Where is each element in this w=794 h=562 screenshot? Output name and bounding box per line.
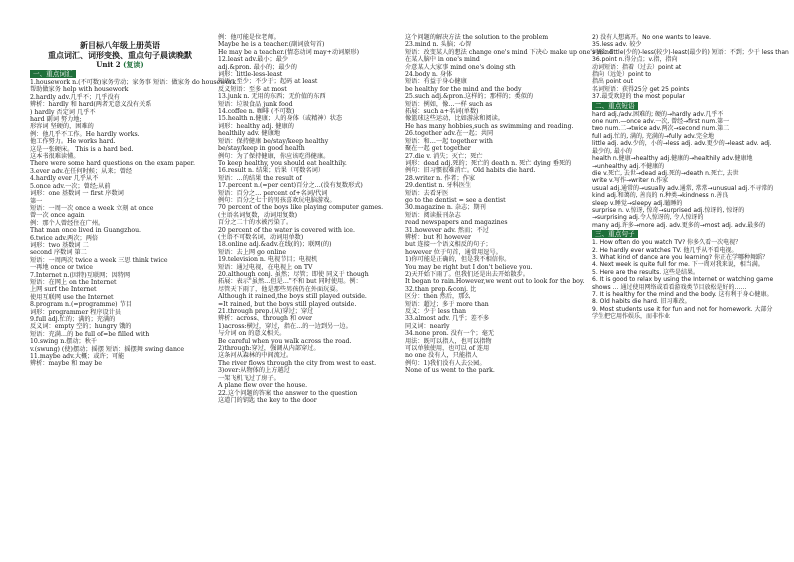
- section-heading-sentences: 三、重点句子: [592, 230, 638, 238]
- text-line: surprise n. v.惊讶, 惊奇→surprised adj.惊讶的, 惊讶的→surprising adj.令人惊讶的, 令人惊讶的: [592, 206, 745, 222]
- column-2: [218, 34, 398, 556]
- unit-line: [30, 60, 210, 69]
- text-line: He has many hobbies,such as swimming and reading.: [405, 122, 574, 130]
- text-line: second 序数词 第二: [30, 249, 87, 257]
- text-line: write v.写作→writer n.作家: [592, 177, 669, 185]
- text-line: 31.however adv. 然而；不过: [405, 226, 489, 234]
- text-line: 21.through prep.(从)穿过；穿过: [218, 308, 314, 316]
- text-line: You may be right but I don't believe you.: [405, 263, 533, 271]
- text-line: 用法：既可以指人，也可以指物: [405, 337, 492, 345]
- text-line: sleep v.睡觉→sleepy adj.瞌睡的: [592, 199, 683, 207]
- text-line: 形容词 坚硬的，困难的: [30, 123, 94, 131]
- section-heading-phrases: 二、重点短语: [592, 102, 638, 110]
- text-line: Although it rained,the boys still played outside.: [218, 293, 367, 301]
- text-line: 可以单独使用，也可以 of 连用: [405, 345, 490, 353]
- text-line: 上网 surf the Internet: [30, 286, 97, 294]
- text-line: 15.health n.健康；人的身体（或精神）状态: [218, 115, 343, 123]
- text-line: 词形：little(少的)-less(较少)-least(最少的) 短语：不到；少于 less than: [592, 48, 789, 56]
- text-line: 6.twice adv.两次；两倍: [30, 234, 99, 242]
- text-line: 指出 point out: [592, 78, 633, 86]
- text-line: 36.point n.得分点；v.指，指向: [592, 56, 678, 64]
- text-line: 3)over:从物体的上方越过: [218, 367, 290, 375]
- text-line: 短语：…的结果 the result of: [218, 174, 302, 182]
- text-line: 28.writer n. 作者；作家: [405, 174, 476, 182]
- text-line: go to the dentist = see a dentist: [405, 196, 506, 204]
- text-line: 3.ever adv.在任何时候；从来；曾经: [30, 167, 133, 175]
- text-line: 9. Most students use it for fun and not for homework. 大部分学生把它用作娱乐，而非作业: [592, 305, 773, 321]
- text-line: v.(swung) (使)摆动；摇摆 短语：摇摆舞 swing dance: [30, 345, 185, 353]
- text-line: 1. How often do you watch TV? 你多久看一次电视？: [592, 239, 742, 247]
- text-line: 13.junk n. 无用的东西；无价值的东西: [218, 93, 326, 101]
- text-line: hard 副词 努力地;: [30, 116, 82, 124]
- text-line: 例句：1)我们没有人去公园。: [405, 359, 486, 367]
- text-line: 拓展：such a+名词(单数): [405, 108, 479, 116]
- text-line: Be careful when you walk across the road.: [218, 337, 352, 345]
- text-line: 27.die v. 消失；灭亡；死亡: [405, 152, 483, 160]
- text-line: full adj.忙的, 满的, 充满的→fully adv.完全地: [592, 132, 715, 140]
- text-line: 4. Next week is quite full for me. 下一周对我来说，相当满。: [592, 261, 764, 269]
- text-line: 这本书很难读懂。: [30, 153, 80, 161]
- text-line: 短语：保持健康 be/stay/keep healthy: [218, 137, 329, 145]
- text-line: 使用互联网 use the Internet: [30, 293, 114, 301]
- text-line: 16.result n. 结果；后果（可数名词）: [218, 167, 325, 175]
- text-line: 这条河从森林的中间流过。: [218, 352, 293, 360]
- text-line: 像篮球这些运动，比如游泳和阅读。: [405, 115, 504, 123]
- text-line: 词形：healthy adj. 健康的: [218, 122, 294, 130]
- text-line: 短语：百分之… percent of+名词/代词: [218, 189, 328, 197]
- unit-tag: (复读): [123, 60, 144, 69]
- text-line: adj.&pron. 最小的；最少的: [218, 63, 297, 71]
- text-line: 辨析：across、through 和 over: [218, 315, 312, 323]
- text-line: 反义：少于 less than: [405, 308, 467, 316]
- text-line: 33.almost adv. 几乎；差不多: [405, 315, 490, 323]
- text-line: 6. It is good to relax by using the Internet or watching game shows … 通过使用网络或看看游戏类节目放松是好的……: [592, 276, 774, 291]
- text-line: many adj.许多→more adj. adv.更多的→most adj. adv.最多的: [592, 221, 766, 229]
- text-line: usual adj.通常的→usually adv.通常, 常常→unusual adj.不寻常的: [592, 184, 774, 192]
- text-line: 短语：改变某人的想法 change one's mind 下决心 make up one's mind: [405, 48, 613, 56]
- text-line: 同义词：nearly: [405, 322, 450, 330]
- text-line: 22.这个问题的答案 the answer to the question: [218, 389, 358, 397]
- text-line: 与介词 on 的意义相关。: [218, 330, 286, 338]
- text-line: 9.full adj.忙的；满的；充满的: [30, 316, 116, 323]
- text-line: To keep healthy, you should eat healthily.: [218, 159, 347, 167]
- text-line: 2)天开始下雨了。但我们还是出去开始散步。: [405, 271, 529, 278]
- text-line: 指向（远处）point to: [592, 71, 652, 79]
- text-line: 2.hardly adv.几乎不；几乎没有: [30, 93, 120, 101]
- text-line: two num.二→twice adv.两次→second num.第二: [592, 125, 730, 133]
- column-4: [592, 34, 789, 556]
- text-line: 例句：旧习惯很难消亡。Old habits die hard.: [405, 167, 536, 175]
- text-line: 4.hardly ever 几乎从不: [30, 175, 99, 183]
- text-line: 介意某人大家事 mind one's doing sth: [405, 63, 516, 71]
- text-line: 尽管天下雨了，他是那些男孩仍在外面玩耍。: [218, 285, 342, 293]
- text-line: 这是一张硬床。 This is a hard bed.: [30, 145, 134, 153]
- column-1: [30, 34, 236, 556]
- text-line: 18.online adj.&adv.在线(的)；联网(的): [218, 241, 332, 249]
- text-line: 例句：为了保持健康，你应该吃得健康。: [218, 152, 330, 160]
- text-line: 一架飞机飞过了房子。: [218, 374, 280, 382]
- text-line: 词形：programmer 程序设计员: [30, 308, 122, 316]
- text-line: 70 percent of the boys like playing computer games.: [218, 204, 384, 212]
- text-line: kind adj.和蔼的, 善良的 n.种类→kindness n.善良: [592, 192, 729, 200]
- text-line: 辨析：hardly 和 hard(两者无意义没有关系: [30, 101, 152, 109]
- text-line: 12.least adv.最小；最少: [218, 56, 289, 64]
- text-line: 拓展：表示"虽然…但是…"不和 but 同时使用。例：: [218, 278, 362, 286]
- text-line: 1)你可能是正确的，但是我不相信你。: [405, 256, 511, 264]
- text-line: None of us went to the park.: [405, 367, 495, 375]
- text-line: 23.mind n. 头脑；心智: [405, 41, 472, 49]
- text-line: 26.together adv.在一起；共同: [405, 130, 494, 138]
- text-line: 2) 没有人想离开。No one wants to leave.: [592, 34, 712, 41]
- text-line: =It rained, but the boys still played outside.: [218, 300, 357, 308]
- text-line: 词形：two 基数词 二: [30, 241, 89, 249]
- text-line: The river flows through the city from west to east.: [218, 359, 377, 367]
- text-line: 短语：至少；不少于；起码 at least: [218, 78, 318, 86]
- text-line: 5.once adv.一次；曾经;从前: [30, 182, 111, 190]
- text-line: 这个问题的解决方法 the solution to the problem: [405, 34, 549, 41]
- text-line: 短语：例如，像…一样 such as: [405, 100, 493, 108]
- text-line: 在某人脑中 in one's mind: [405, 56, 480, 64]
- text-line: 短语：去看牙医: [405, 189, 449, 197]
- vocab-list-2: [218, 34, 398, 404]
- text-line: health n.健康→healthy adj.健康的→healthily adv.健康地→unhealthy adj.不健康的: [592, 155, 753, 170]
- text-line: 10.swing n.摆动；秋千: [30, 338, 98, 346]
- text-line: 8. Old habits die hard. 旧习难改。: [592, 298, 691, 306]
- vocab-list-4: [592, 34, 789, 101]
- text-line: 例：他可能是位老师。: [218, 34, 280, 41]
- text-line: but 连接一个语义相反的句子；: [405, 241, 492, 249]
- text-line: 3. What kind of dance are you learning? 你正在学哪种舞蹈？: [592, 253, 768, 261]
- section-heading-vocab: 一、重点词汇: [30, 70, 76, 78]
- text-line: 短语：通过电视，在电视上 on TV: [218, 263, 313, 271]
- text-line: 短语：一周一次 once a week 立刻 at once: [30, 204, 154, 212]
- text-line: healthily adv. 健康地: [218, 130, 281, 138]
- text-line: read newspapers and magazines: [405, 219, 508, 227]
- text-line: 辨析：maybe 和 may be: [30, 360, 102, 368]
- text-line: 短语：超过；多于 more than: [405, 300, 489, 308]
- text-line: 第一: [30, 197, 43, 205]
- text-line: 例句：百分之七十的男孩喜欢玩电脑游戏。: [218, 196, 336, 204]
- text-line: It began to rain.However,we went out to look for the boy.: [405, 278, 585, 286]
- text-line: (主语不可数名词，动词用单数): [218, 233, 304, 241]
- text-line: 1)across:横过，穿过，指在…的一边到另一边。: [218, 322, 352, 330]
- text-line: 区分：then 然后，那么: [405, 293, 471, 301]
- text-line: 短语：在网上 on the Internet: [30, 278, 117, 286]
- text-line: 短语：和…一起 together with: [405, 137, 493, 145]
- key-sentences-list: [592, 239, 777, 320]
- text-line: 19.television n. 电视节目；电视机: [218, 256, 318, 264]
- text-line: 这道门的钥匙 the key to the door: [218, 396, 317, 404]
- text-line: 短语：去上网 go online: [218, 248, 287, 256]
- text-line: 名词短语：获得25分 get 25 points: [592, 85, 690, 93]
- text-line: 37.最受欢迎的 the most popular: [592, 93, 686, 101]
- text-line: 辨析：but 和 however: [405, 233, 471, 241]
- word-forms-list: [592, 111, 777, 230]
- text-line: 32.than prep.&conj. 比: [405, 285, 477, 293]
- text-line: 词形：dead adj.死的；死亡的 death n. 死亡 dying 垂死的: [405, 159, 572, 167]
- text-line: 30.magazine n. 杂志；期刊: [405, 204, 486, 212]
- text-line: 25.such adj.&pron.这样的；那样的；类似的: [405, 93, 534, 101]
- text-line: 34.none pron. 没有一个；毫无: [405, 330, 495, 338]
- text-line: 7. It is healthy for the mind and the body. 这有利于身心健康。: [592, 291, 773, 298]
- text-line: however 位于句首，通常用逗号。: [405, 248, 502, 256]
- text-line: 5. Here are the results. 这些是结果。: [592, 268, 700, 276]
- page-subtitle: 重点词汇、词形变换、重点句子晨读晚默: [48, 50, 192, 60]
- text-line: 20.although conj. 虽然；尽管；即使 同义于 though: [218, 271, 369, 278]
- text-line: 短语：一周两次 twice a week 三思 think twice: [30, 256, 168, 264]
- text-line: (主语名词复数，动词用复数): [218, 211, 298, 219]
- text-line: ) hardly 否定词 几乎不: [30, 108, 96, 116]
- text-line: 1.housework n.(不可数)家务劳动；家务事 短语：做家务 do housework: [30, 79, 236, 86]
- text-line: 35.less adv. 较少: [592, 41, 642, 49]
- text-line: 反义短语：至多 at most: [218, 85, 287, 93]
- text-line: 24.body n. 身体: [405, 71, 453, 79]
- text-line: 8.program n.(=programme) 节目: [30, 301, 132, 309]
- page-title: 新目标八年级上册英语: [80, 40, 160, 50]
- text-line: That man once lived in Guangzhou.: [30, 227, 142, 235]
- text-line: 百分之二十的水被污染了。: [218, 219, 293, 227]
- text-line: one num.—once adv.一次, 曾经→first num.第一: [592, 118, 730, 126]
- text-line: 曾一次 once again: [30, 212, 85, 220]
- text-line: 29.dentist n. 牙科医生: [405, 182, 472, 190]
- text-line: 例：他几乎不工作。He hardly works.: [30, 130, 140, 138]
- text-line: little adj. adv.少的，小的→less adj. adv.更少的→least adv. adj.最少的, 最小的: [592, 140, 772, 155]
- text-line: 词形：little-less-least: [218, 71, 283, 79]
- text-line: 短语：有益于身心健康: [405, 78, 467, 86]
- text-line: 2)through:穿过，强调从内部穿过。: [218, 345, 320, 353]
- text-line: 他工作努力。He works hard.: [30, 138, 116, 146]
- text-line: 反义词：empty 空的；hungry 饿的: [30, 323, 132, 331]
- text-line: 17.percent n.(=per cent)百分之…(没有复数形式): [218, 182, 363, 190]
- text-line: 20 percent of the water is covered with ice.: [218, 226, 355, 234]
- text-line: be/stay/keep in good health: [218, 145, 305, 153]
- text-line: hard adj./adv.困难的; 硬的→hardly adv.几乎不: [592, 110, 724, 118]
- text-line: 聚在一起 get together: [405, 145, 471, 153]
- text-line: Maybe he is a teacher.(副词放句首): [218, 41, 325, 49]
- text-line: no one 没有人，只能指人: [405, 352, 478, 360]
- text-line: 11.maybe adv.大概；或许；可能: [30, 353, 125, 361]
- text-line: 7.Internet n.(因特)互联网；因特网: [30, 271, 131, 279]
- text-line: 14.coffee n. 咖啡 (不可数): [218, 108, 295, 116]
- text-line: 词形：one 基数词 一 first 序数词: [30, 190, 124, 198]
- text-line: There were some hard questions on the exam paper.: [30, 160, 195, 168]
- text-line: 帮助做家务 help with housework: [30, 86, 129, 94]
- text-line: 动词短语：指着（过去）point at: [592, 63, 682, 71]
- text-line: 短语：充满…的 be full of=be filled with: [30, 330, 150, 338]
- text-line: 短语：垃圾食品 junk food: [218, 100, 293, 108]
- text-line: 短语：阅读报刊杂志: [405, 211, 461, 219]
- text-line: 例：那个人曾经住在广州。: [30, 219, 105, 227]
- vocab-list-1: [30, 79, 236, 368]
- text-line: 一再地 once or twice: [30, 264, 93, 272]
- text-line: 2. He hardly ever watches TV. 他几乎从不看电视。: [592, 246, 738, 254]
- text-line: be healthy for the mind and the body: [405, 85, 522, 93]
- text-line: He may be a teacher.(情态动词 may+动词原形): [218, 48, 360, 56]
- text-line: die v.死亡, 去世→dead adj.死的→death n.死亡, 去世: [592, 169, 739, 177]
- text-line: A plane flew over the house.: [218, 382, 308, 390]
- unit-label: Unit 2: [96, 60, 121, 69]
